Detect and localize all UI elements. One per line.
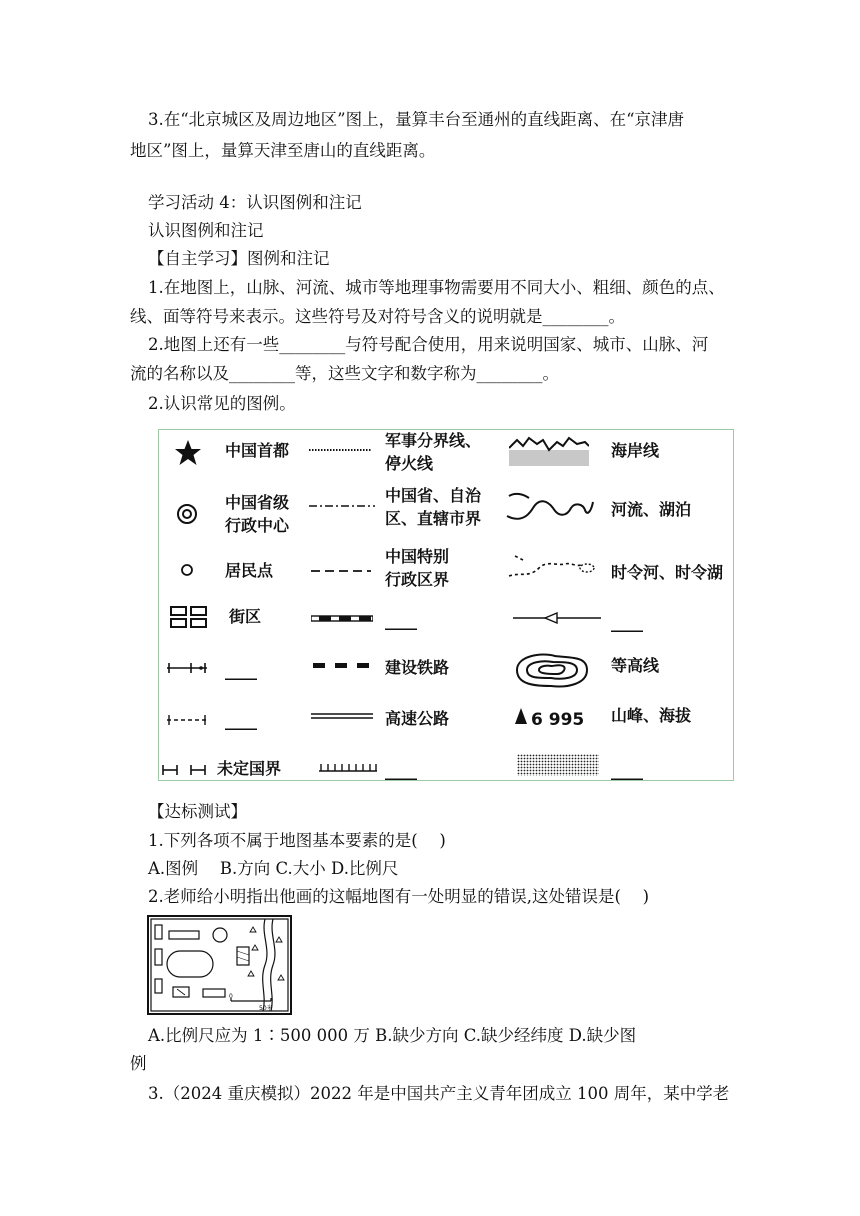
test-question-1: 1.下列各项不属于地图基本要素的是( ) [148, 831, 446, 850]
seasonal-river-icon [507, 550, 597, 582]
railway-icon [311, 615, 373, 623]
highway-icon [311, 712, 373, 720]
test-question-2-options: A.比例尺应为 1∶500 000 万 B.缺少方向 C.缺少经纬度 D.缺少图 [148, 1026, 637, 1045]
sar-boundary-icon [311, 569, 371, 573]
railway-construction-icon [311, 662, 373, 670]
subheading: 认识图例和注记 [148, 221, 264, 240]
river-flow-icon [513, 612, 601, 624]
cliff-icon [319, 762, 377, 772]
legend-label-prov-1: 中国省级 [225, 493, 290, 512]
test-heading: 【达标测试】 [148, 802, 247, 821]
paragraph-2-line-2: 流的名称以及________等，这些文字和数字称为________。 [130, 364, 559, 383]
legend-blank-desert: ____ [611, 761, 643, 780]
paragraph-2-line-1: 2.地图上还有一些________与符号配合使用，用来说明国家、城市、山脉、河 [148, 335, 709, 354]
test-question-2: 2.老师给小明指出他画的这幅地图有一处明显的错误,这处错误是( ) [148, 887, 650, 906]
legend-label-military-2: 停火线 [385, 454, 434, 473]
legend-label-sar-2: 行政区界 [385, 570, 450, 589]
legend-label-prov-2: 行政中心 [225, 516, 290, 535]
contour-icon [511, 650, 591, 690]
river-lake-icon [505, 488, 597, 528]
paragraph-1-line-2: 线、面等符号来表示。这些符号及对符号含义的说明就是________。 [130, 307, 625, 326]
legend-label-block: 街区 [229, 607, 262, 626]
self-study-heading: 【自主学习】图例和注记 [148, 249, 330, 268]
coastline-icon [509, 434, 589, 466]
legend-label-sar-1: 中国特别 [385, 547, 450, 566]
legend-label-capital: 中国首都 [225, 441, 290, 460]
capital-star-icon [173, 438, 203, 468]
legend-label-undefined: 未定国界 [217, 759, 282, 778]
peak-triangle-icon [515, 708, 527, 724]
legend-peak-elevation: 6 995 [531, 710, 585, 730]
legend-label-rail-build: 建设铁路 [385, 658, 450, 677]
legend-blank-boundary: ____ [225, 661, 257, 680]
legend-label-highway: 高速公路 [385, 709, 450, 728]
paragraph-1-line-1: 1.在地图上，山脉、河流、城市等地理事物需要用不同大小、粗细、颜色的点、 [148, 278, 725, 297]
legend-blank-region: ____ [225, 711, 257, 730]
legend-label-resid: 居民点 [225, 561, 274, 580]
activity-4-heading: 学习活动 4：认识图例和注记 [148, 193, 362, 212]
map-legend-figure [158, 429, 734, 781]
legend-label-seasonal: 时令河、时令湖 [611, 563, 724, 582]
provincial-capital-icon [175, 502, 199, 526]
test-question-2-options-cont: 例 [130, 1054, 147, 1073]
question-3-line-2: 地区”图上，量算天津至唐山的直线距离。 [130, 141, 436, 160]
street-block-icon [169, 605, 209, 629]
defined-boundary-icon [165, 662, 209, 674]
test-question-1-options: A.图例 B.方向 C.大小 D.比例尺 [148, 859, 399, 878]
military-line-icon [309, 448, 371, 452]
provincial-boundary-icon [309, 504, 375, 508]
legend-label-river: 河流、湖泊 [611, 500, 692, 519]
legend-blank-flow: ____ [611, 613, 643, 632]
desert-dots-icon [517, 754, 599, 776]
undefined-border-icon [161, 764, 213, 776]
test-question-3: 3.（2024 重庆模拟）2022 年是中国共产主义青年团成立 100 周年，某中学老 [148, 1084, 730, 1103]
legend-label-provb-1: 中国省、自治 [385, 486, 482, 505]
legend-blank-railway: ____ [385, 611, 417, 630]
residential-point-icon [179, 562, 195, 578]
paragraph-3: 2.认识常见的图例。 [148, 394, 296, 413]
legend-label-coast: 海岸线 [611, 441, 660, 460]
student-map-sketch [147, 915, 292, 1015]
undefined-region-boundary-icon [165, 714, 209, 726]
map-scale-distance: 50米 [259, 1005, 273, 1012]
legend-blank-cliff: ____ [385, 761, 417, 780]
legend-label-contour: 等高线 [611, 656, 660, 675]
question-3-line-1: 3.在“北京城区及周边地区”图上，量算丰台至通州的直线距离、在“京津唐 [148, 110, 685, 129]
map-scale-zero: 0 [229, 993, 233, 1000]
legend-label-peak: 山峰、海拔 [611, 706, 692, 725]
legend-label-provb-2: 区、直辖市界 [385, 509, 482, 528]
legend-label-military-1: 军事分界线、 [385, 431, 482, 450]
